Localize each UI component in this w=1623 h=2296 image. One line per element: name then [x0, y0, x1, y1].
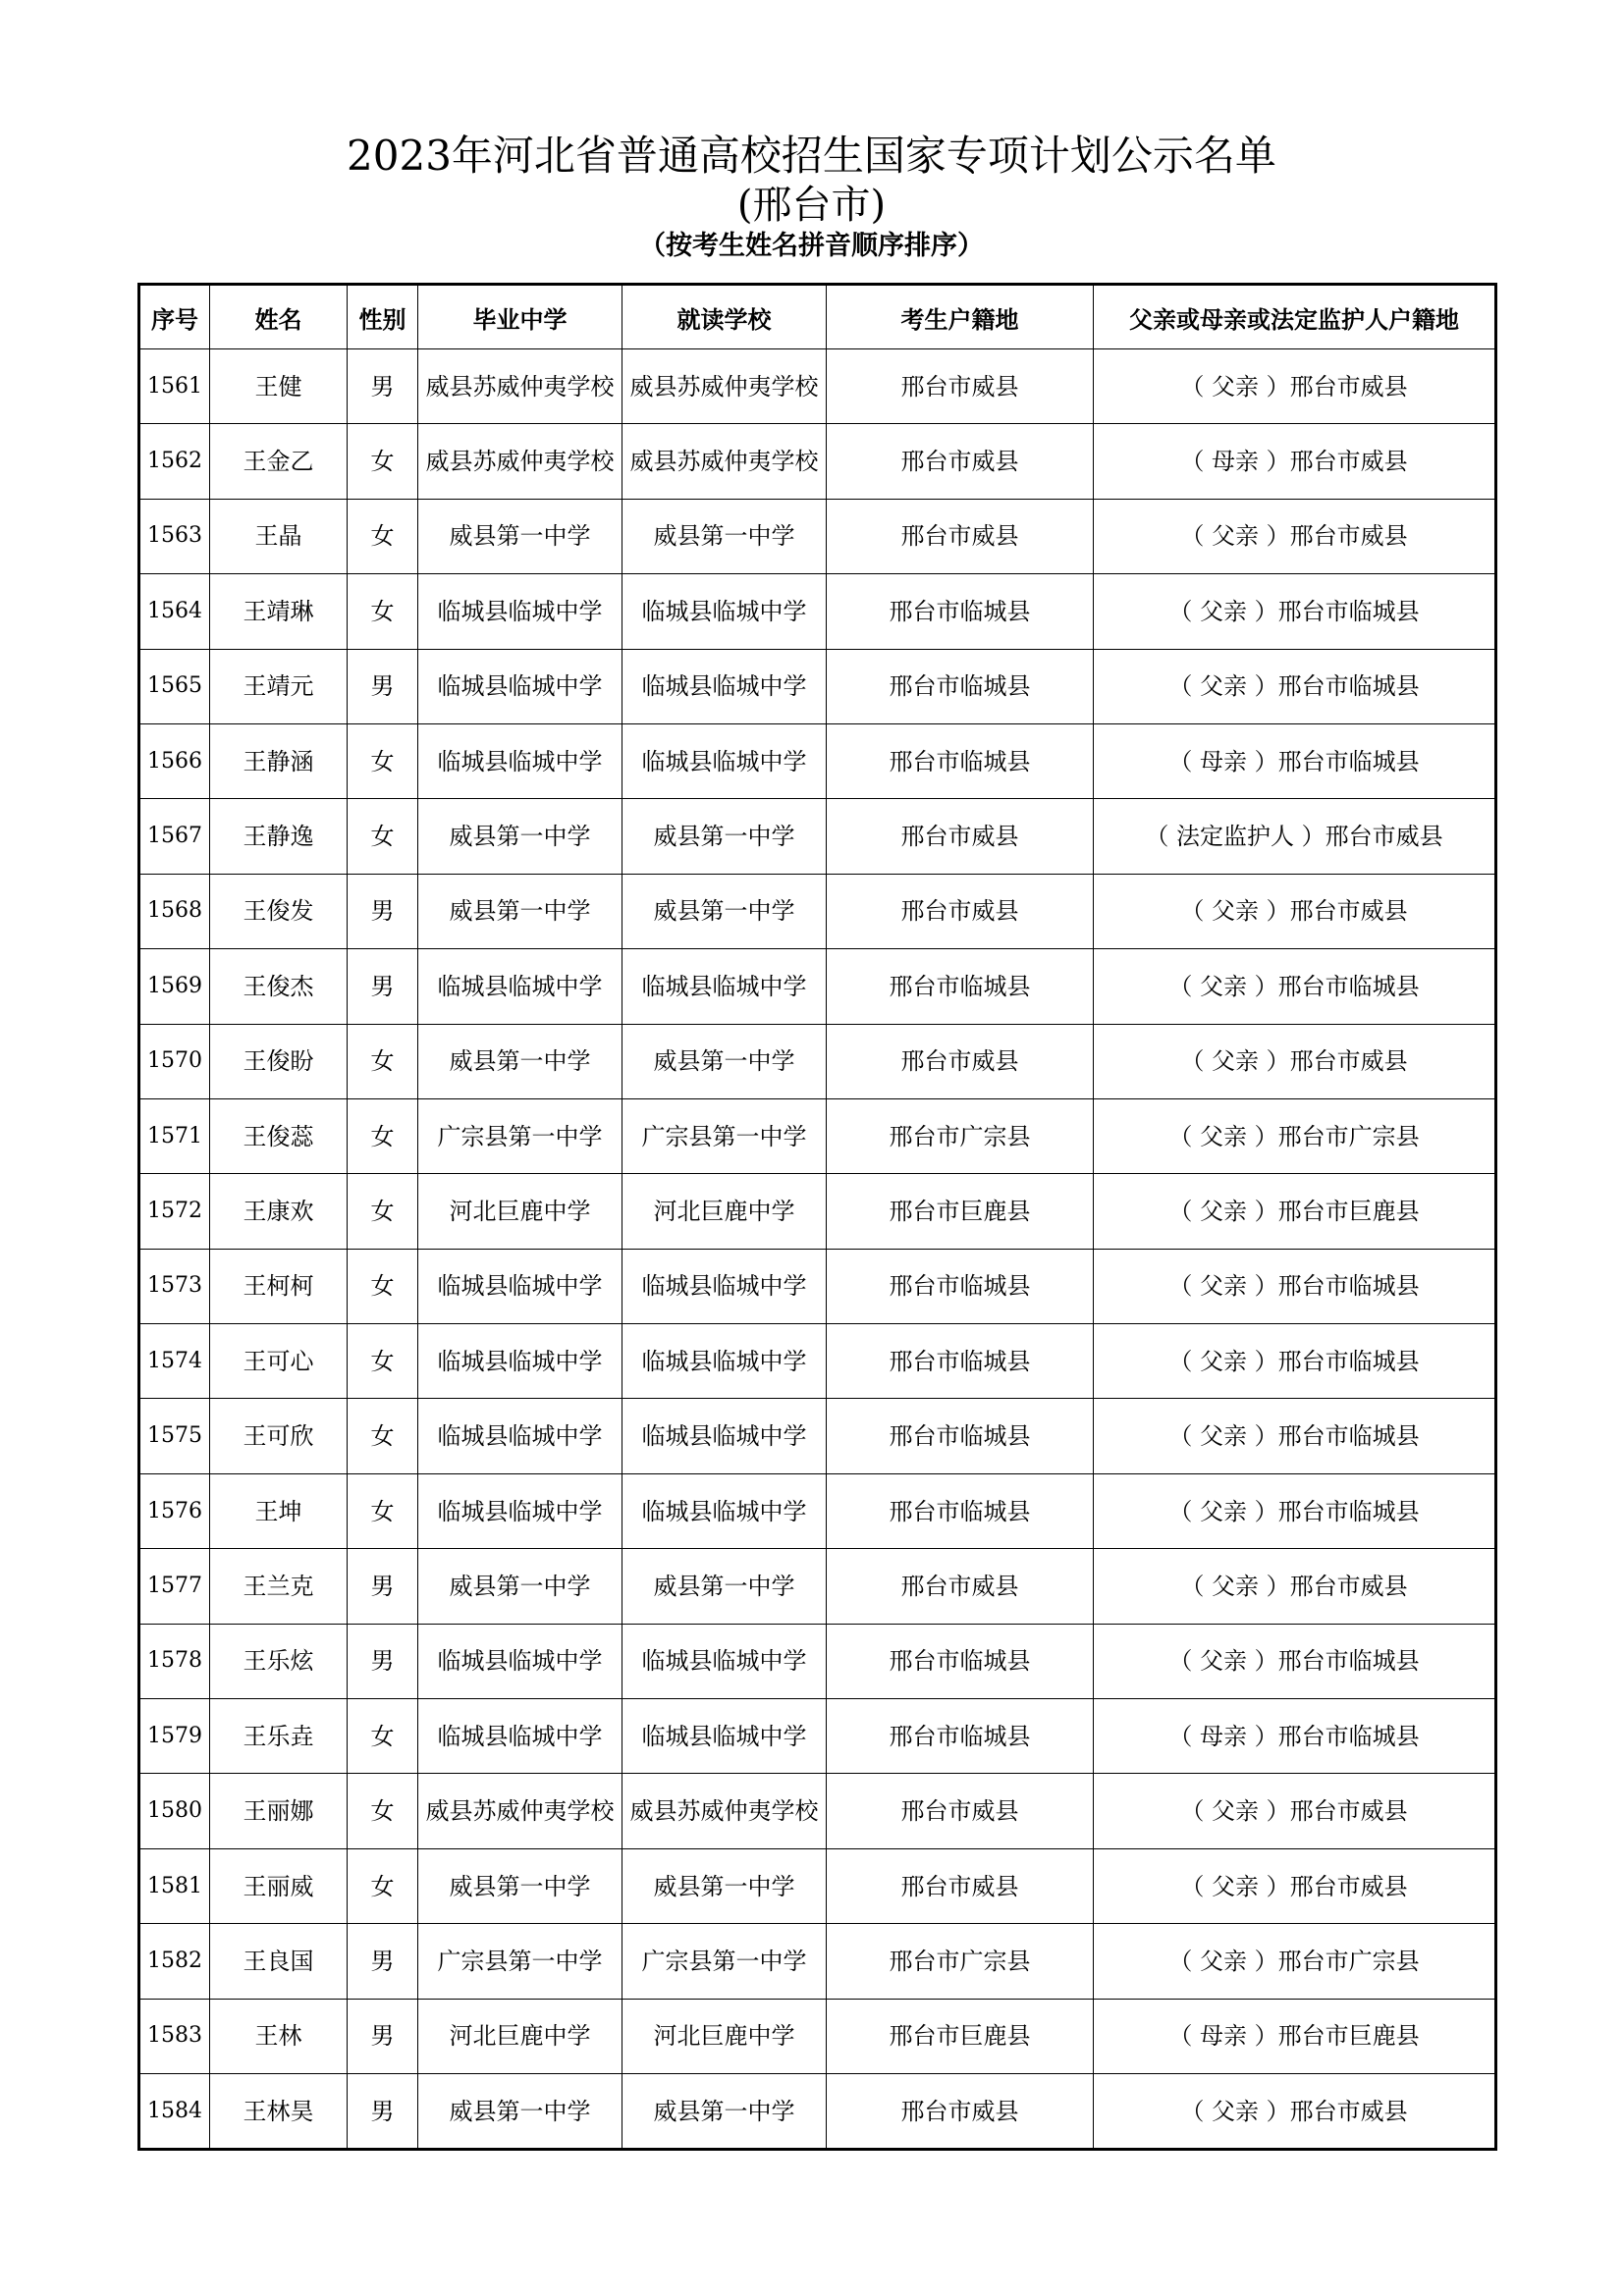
- roster-table: [137, 283, 1497, 2151]
- student-residence-cell: 邢台市威县: [827, 1848, 1094, 1923]
- table-row: [139, 2073, 1496, 2149]
- gender-cell: 男: [348, 649, 418, 723]
- name-cell: 王林昊: [210, 2073, 348, 2149]
- student-residence-cell: 邢台市临城县: [827, 1624, 1094, 1698]
- graduated-school-cell: 临城县临城中学: [418, 1249, 622, 1323]
- guardian-residence-cell: （ 父亲 ）邢台市临城县: [1094, 1324, 1496, 1399]
- graduated-school-cell: 威县第一中学: [418, 1549, 622, 1624]
- graduated-school-cell: 威县苏威仲夷学校: [418, 1774, 622, 1848]
- graduated-school-cell: 广宗县第一中学: [418, 1098, 622, 1173]
- student-residence-cell: 邢台市临城县: [827, 949, 1094, 1024]
- graduated-school-cell: 广宗县第一中学: [418, 1924, 622, 1999]
- current-school-cell: 临城县临城中学: [622, 1399, 827, 1473]
- name-cell: 王丽威: [210, 1848, 348, 1923]
- current-school-cell: 威县第一中学: [622, 799, 827, 874]
- table-row: [139, 1699, 1496, 1774]
- table-row: [139, 574, 1496, 649]
- table-row: [139, 1848, 1496, 1923]
- graduated-school-cell: 威县第一中学: [418, 874, 622, 948]
- student-residence-cell: 邢台市威县: [827, 424, 1094, 499]
- column-header-gender: 性别: [348, 285, 418, 349]
- table-row: [139, 649, 1496, 723]
- name-cell: 王健: [210, 349, 348, 424]
- current-school-cell: 河北巨鹿中学: [622, 1174, 827, 1249]
- student-residence-cell: 邢台市广宗县: [827, 1098, 1094, 1173]
- current-school-cell: 威县第一中学: [622, 1848, 827, 1923]
- column-header-graduated-school: 毕业中学: [418, 285, 622, 349]
- column-header-guardian-residence: 父亲或母亲或法定监护人户籍地: [1094, 285, 1496, 349]
- gender-cell: 女: [348, 1024, 418, 1098]
- gender-cell: 男: [348, 1624, 418, 1698]
- graduated-school-cell: 临城县临城中学: [418, 1624, 622, 1698]
- column-header-name: 姓名: [210, 285, 348, 349]
- guardian-residence-cell: （ 父亲 ）邢台市威县: [1094, 349, 1496, 424]
- graduated-school-cell: 威县第一中学: [418, 799, 622, 874]
- name-cell: 王兰克: [210, 1549, 348, 1624]
- gender-cell: 女: [348, 1848, 418, 1923]
- name-cell: 王晶: [210, 499, 348, 573]
- guardian-residence-cell: （ 父亲 ）邢台市威县: [1094, 1774, 1496, 1848]
- table-header-row: [139, 285, 1496, 349]
- column-header-seq: 序号: [139, 285, 210, 349]
- gender-cell: 男: [348, 349, 418, 424]
- student-residence-cell: 邢台市临城县: [827, 1473, 1094, 1548]
- guardian-residence-cell: （ 母亲 ）邢台市临城县: [1094, 1699, 1496, 1774]
- current-school-cell: 威县第一中学: [622, 1024, 827, 1098]
- seq-cell: 1569: [139, 949, 210, 1024]
- gender-cell: 女: [348, 1174, 418, 1249]
- name-cell: 王可心: [210, 1324, 348, 1399]
- guardian-residence-cell: （ 父亲 ）邢台市临城县: [1094, 649, 1496, 723]
- student-residence-cell: 邢台市临城县: [827, 649, 1094, 723]
- table-row: [139, 874, 1496, 948]
- name-cell: 王俊发: [210, 874, 348, 948]
- student-residence-cell: 邢台市威县: [827, 799, 1094, 874]
- seq-cell: 1562: [139, 424, 210, 499]
- table-row: [139, 349, 1496, 424]
- student-residence-cell: 邢台市临城县: [827, 1399, 1094, 1473]
- graduated-school-cell: 威县第一中学: [418, 1024, 622, 1098]
- gender-cell: 男: [348, 2073, 418, 2149]
- seq-cell: 1567: [139, 799, 210, 874]
- name-cell: 王林: [210, 1999, 348, 2073]
- student-residence-cell: 邢台市威县: [827, 874, 1094, 948]
- guardian-residence-cell: （ 父亲 ）邢台市临城县: [1094, 574, 1496, 649]
- table-row: [139, 1924, 1496, 1999]
- graduated-school-cell: 临城县临城中学: [418, 1699, 622, 1774]
- graduated-school-cell: 临城县临城中学: [418, 723, 622, 798]
- graduated-school-cell: 临城县临城中学: [418, 1324, 622, 1399]
- guardian-residence-cell: （ 父亲 ）邢台市威县: [1094, 1549, 1496, 1624]
- gender-cell: 男: [348, 1549, 418, 1624]
- table-row: [139, 424, 1496, 499]
- current-school-cell: 威县苏威仲夷学校: [622, 349, 827, 424]
- gender-cell: 女: [348, 723, 418, 798]
- guardian-residence-cell: （ 父亲 ）邢台市临城县: [1094, 1473, 1496, 1548]
- seq-cell: 1561: [139, 349, 210, 424]
- guardian-residence-cell: （ 母亲 ）邢台市巨鹿县: [1094, 1999, 1496, 2073]
- current-school-cell: 广宗县第一中学: [622, 1924, 827, 1999]
- seq-cell: 1571: [139, 1098, 210, 1173]
- name-cell: 王丽娜: [210, 1774, 348, 1848]
- seq-cell: 1577: [139, 1549, 210, 1624]
- current-school-cell: 临城县临城中学: [622, 1324, 827, 1399]
- gender-cell: 女: [348, 1473, 418, 1548]
- student-residence-cell: 邢台市威县: [827, 349, 1094, 424]
- gender-cell: 男: [348, 874, 418, 948]
- table-row: [139, 1473, 1496, 1548]
- table-row: [139, 1249, 1496, 1323]
- table-row: [139, 1399, 1496, 1473]
- seq-cell: 1584: [139, 2073, 210, 2149]
- gender-cell: 男: [348, 1999, 418, 2073]
- student-residence-cell: 邢台市巨鹿县: [827, 1999, 1094, 2073]
- seq-cell: 1573: [139, 1249, 210, 1323]
- guardian-residence-cell: （ 父亲 ）邢台市临城县: [1094, 1249, 1496, 1323]
- seq-cell: 1572: [139, 1174, 210, 1249]
- guardian-residence-cell: （ 母亲 ）邢台市威县: [1094, 424, 1496, 499]
- table-row: [139, 1624, 1496, 1698]
- seq-cell: 1582: [139, 1924, 210, 1999]
- student-residence-cell: 邢台市威县: [827, 1774, 1094, 1848]
- gender-cell: 女: [348, 424, 418, 499]
- column-header-student-residence: 考生户籍地: [827, 285, 1094, 349]
- graduated-school-cell: 威县第一中学: [418, 2073, 622, 2149]
- seq-cell: 1581: [139, 1848, 210, 1923]
- table-row: [139, 1324, 1496, 1399]
- current-school-cell: 河北巨鹿中学: [622, 1999, 827, 2073]
- table-row: [139, 723, 1496, 798]
- student-residence-cell: 邢台市临城县: [827, 723, 1094, 798]
- guardian-residence-cell: （ 法定监护人 ）邢台市威县: [1094, 799, 1496, 874]
- guardian-residence-cell: （ 父亲 ）邢台市威县: [1094, 2073, 1496, 2149]
- graduated-school-cell: 威县第一中学: [418, 499, 622, 573]
- student-residence-cell: 邢台市威县: [827, 499, 1094, 573]
- name-cell: 王俊盼: [210, 1024, 348, 1098]
- seq-cell: 1574: [139, 1324, 210, 1399]
- student-residence-cell: 邢台市临城县: [827, 1249, 1094, 1323]
- name-cell: 王柯柯: [210, 1249, 348, 1323]
- graduated-school-cell: 威县苏威仲夷学校: [418, 424, 622, 499]
- seq-cell: 1576: [139, 1473, 210, 1548]
- guardian-residence-cell: （ 父亲 ）邢台市临城县: [1094, 1624, 1496, 1698]
- student-residence-cell: 邢台市临城县: [827, 1699, 1094, 1774]
- current-school-cell: 临城县临城中学: [622, 1249, 827, 1323]
- current-school-cell: 临城县临城中学: [622, 949, 827, 1024]
- current-school-cell: 临城县临城中学: [622, 649, 827, 723]
- student-residence-cell: 邢台市巨鹿县: [827, 1174, 1094, 1249]
- name-cell: 王静涵: [210, 723, 348, 798]
- roster-body: [139, 349, 1496, 2150]
- guardian-residence-cell: （ 父亲 ）邢台市威县: [1094, 874, 1496, 948]
- current-school-cell: 威县苏威仲夷学校: [622, 424, 827, 499]
- gender-cell: 男: [348, 1924, 418, 1999]
- current-school-cell: 威县第一中学: [622, 874, 827, 948]
- current-school-cell: 临城县临城中学: [622, 723, 827, 798]
- guardian-residence-cell: （ 父亲 ）邢台市巨鹿县: [1094, 1174, 1496, 1249]
- gender-cell: 女: [348, 1324, 418, 1399]
- seq-cell: 1580: [139, 1774, 210, 1848]
- table-row: [139, 1098, 1496, 1173]
- current-school-cell: 临城县临城中学: [622, 1624, 827, 1698]
- name-cell: 王坤: [210, 1473, 348, 1548]
- current-school-cell: 临城县临城中学: [622, 574, 827, 649]
- current-school-cell: 广宗县第一中学: [622, 1098, 827, 1173]
- guardian-residence-cell: （ 父亲 ）邢台市临城县: [1094, 1399, 1496, 1473]
- current-school-cell: 威县第一中学: [622, 2073, 827, 2149]
- page-title: 2023年河北省普通高校招生国家专项计划公示名单: [347, 132, 1276, 180]
- current-school-cell: 威县第一中学: [622, 1549, 827, 1624]
- gender-cell: 女: [348, 574, 418, 649]
- name-cell: 王可欣: [210, 1399, 348, 1473]
- name-cell: 王康欢: [210, 1174, 348, 1249]
- table-row: [139, 799, 1496, 874]
- current-school-cell: 威县第一中学: [622, 499, 827, 573]
- graduated-school-cell: 威县苏威仲夷学校: [418, 349, 622, 424]
- current-school-cell: 临城县临城中学: [622, 1699, 827, 1774]
- guardian-residence-cell: （ 父亲 ）邢台市广宗县: [1094, 1098, 1496, 1173]
- guardian-residence-cell: （ 父亲 ）邢台市威县: [1094, 1024, 1496, 1098]
- current-school-cell: 临城县临城中学: [622, 1473, 827, 1548]
- graduated-school-cell: 临城县临城中学: [418, 574, 622, 649]
- name-cell: 王金乙: [210, 424, 348, 499]
- table-row: [139, 1999, 1496, 2073]
- gender-cell: 女: [348, 1399, 418, 1473]
- gender-cell: 女: [348, 1699, 418, 1774]
- guardian-residence-cell: （ 母亲 ）邢台市临城县: [1094, 723, 1496, 798]
- graduated-school-cell: 河北巨鹿中学: [418, 1999, 622, 2073]
- seq-cell: 1575: [139, 1399, 210, 1473]
- student-residence-cell: 邢台市威县: [827, 1549, 1094, 1624]
- name-cell: 王静逸: [210, 799, 348, 874]
- guardian-residence-cell: （ 父亲 ）邢台市临城县: [1094, 949, 1496, 1024]
- guardian-residence-cell: （ 父亲 ）邢台市威县: [1094, 1848, 1496, 1923]
- gender-cell: 女: [348, 1249, 418, 1323]
- current-school-cell: 威县苏威仲夷学校: [622, 1774, 827, 1848]
- student-residence-cell: 邢台市临城县: [827, 1324, 1094, 1399]
- seq-cell: 1566: [139, 723, 210, 798]
- graduated-school-cell: 威县第一中学: [418, 1848, 622, 1923]
- name-cell: 王靖琳: [210, 574, 348, 649]
- seq-cell: 1564: [139, 574, 210, 649]
- name-cell: 王俊杰: [210, 949, 348, 1024]
- seq-cell: 1565: [139, 649, 210, 723]
- seq-cell: 1563: [139, 499, 210, 573]
- student-residence-cell: 邢台市临城县: [827, 574, 1094, 649]
- guardian-residence-cell: （ 父亲 ）邢台市广宗县: [1094, 1924, 1496, 1999]
- guardian-residence-cell: （ 父亲 ）邢台市威县: [1094, 499, 1496, 573]
- graduated-school-cell: 河北巨鹿中学: [418, 1174, 622, 1249]
- column-header-current-school: 就读学校: [622, 285, 827, 349]
- name-cell: 王良国: [210, 1924, 348, 1999]
- table-row: [139, 1024, 1496, 1098]
- table-row: [139, 1549, 1496, 1624]
- graduated-school-cell: 临城县临城中学: [418, 649, 622, 723]
- gender-cell: 女: [348, 1774, 418, 1848]
- sort-note: （按考生姓名拼音顺序排序）: [639, 231, 984, 261]
- graduated-school-cell: 临城县临城中学: [418, 1473, 622, 1548]
- seq-cell: 1570: [139, 1024, 210, 1098]
- student-residence-cell: 邢台市广宗县: [827, 1924, 1094, 1999]
- table-row: [139, 499, 1496, 573]
- name-cell: 王乐炫: [210, 1624, 348, 1698]
- seq-cell: 1578: [139, 1624, 210, 1698]
- seq-cell: 1583: [139, 1999, 210, 2073]
- graduated-school-cell: 临城县临城中学: [418, 949, 622, 1024]
- name-cell: 王俊蕊: [210, 1098, 348, 1173]
- gender-cell: 女: [348, 799, 418, 874]
- seq-cell: 1568: [139, 874, 210, 948]
- student-residence-cell: 邢台市威县: [827, 2073, 1094, 2149]
- gender-cell: 男: [348, 949, 418, 1024]
- name-cell: 王靖元: [210, 649, 348, 723]
- name-cell: 王乐垚: [210, 1699, 348, 1774]
- seq-cell: 1579: [139, 1699, 210, 1774]
- student-residence-cell: 邢台市威县: [827, 1024, 1094, 1098]
- table-row: [139, 1174, 1496, 1249]
- page-subtitle: (邢台市): [736, 183, 887, 228]
- gender-cell: 女: [348, 1098, 418, 1173]
- graduated-school-cell: 临城县临城中学: [418, 1399, 622, 1473]
- gender-cell: 女: [348, 499, 418, 573]
- table-row: [139, 949, 1496, 1024]
- table-row: [139, 1774, 1496, 1848]
